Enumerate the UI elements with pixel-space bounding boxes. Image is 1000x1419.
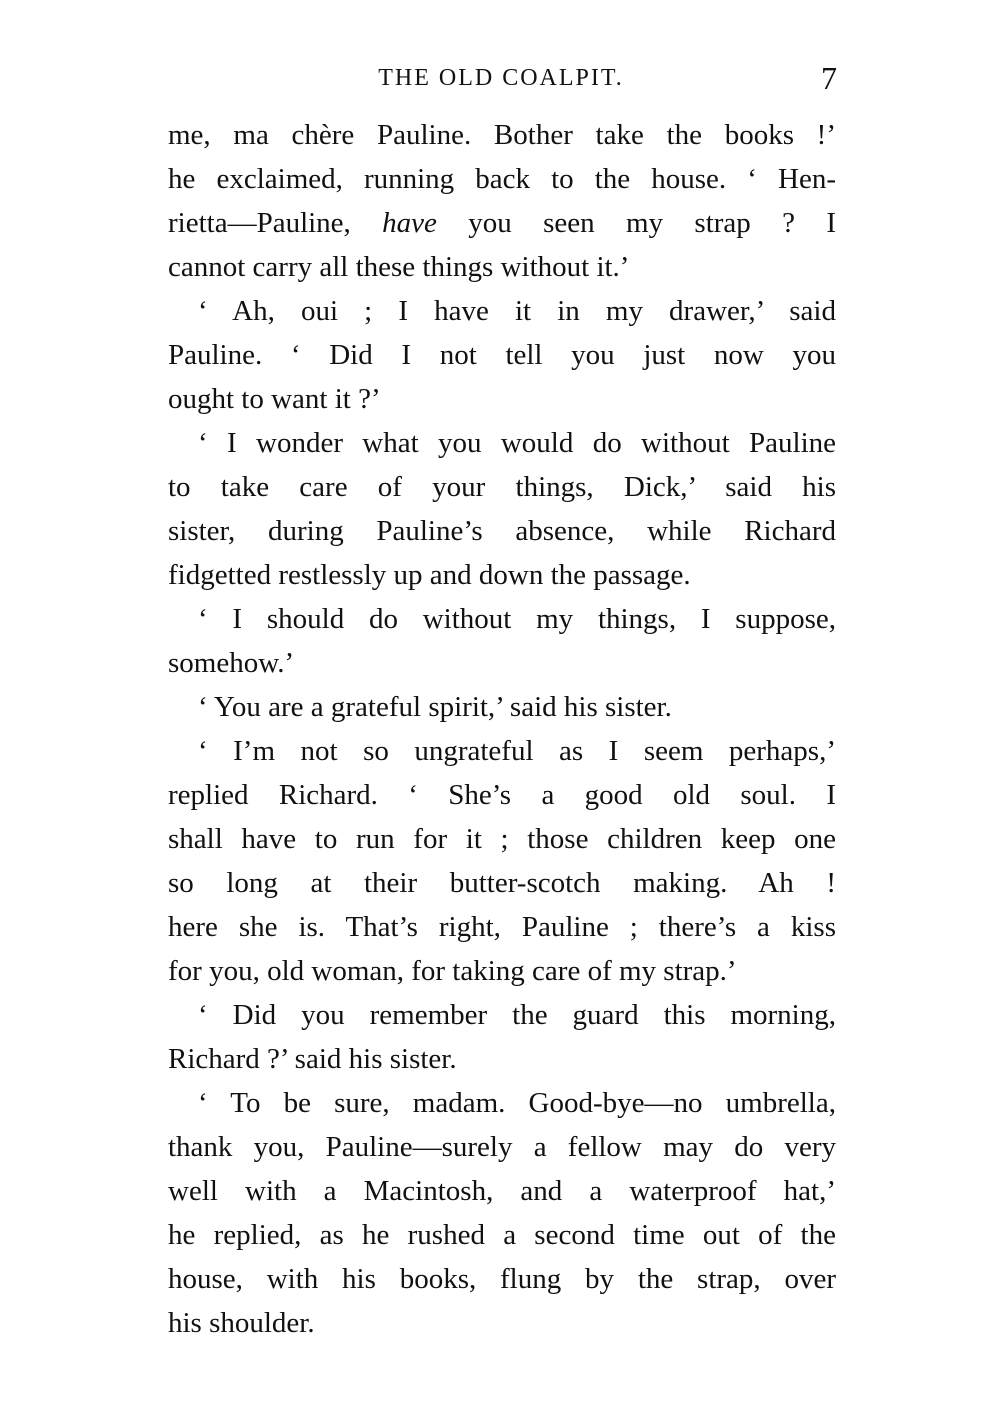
text-line: well with a Macintosh, and a waterproof hat,’ bbox=[168, 1175, 836, 1207]
text-line: to take care of your things, Dick,’ said his bbox=[168, 471, 836, 503]
text-line: ‘ You are a grateful spirit,’ said his sister. bbox=[198, 691, 672, 723]
text-line: his shoulder. bbox=[168, 1307, 315, 1339]
text-line: thank you, Pauline—surely a fellow may do very bbox=[168, 1131, 836, 1163]
text-line: fidgetted restlessly up and down the passage. bbox=[168, 559, 691, 591]
text-line: for you, old woman, for taking care of my strap.’ bbox=[168, 955, 737, 987]
text-line: me, ma chère Pauline. Bother take the books !’ bbox=[168, 119, 836, 151]
text-line: shall have to run for it ; those children keep one bbox=[168, 823, 836, 855]
text-line: so long at their butter-scotch making. Ah ! bbox=[168, 867, 836, 899]
text-segment: you seen my strap ? I bbox=[468, 207, 837, 239]
text-line: Richard ?’ said his sister. bbox=[168, 1043, 457, 1075]
text-line: Pauline. ‘ Did I not tell you just now you bbox=[168, 339, 836, 371]
text-line: ‘ I’m not so ungrateful as I seem perhaps,’ bbox=[198, 735, 836, 767]
text-line: ‘ Did you remember the guard this morning, bbox=[198, 999, 836, 1031]
text-line: ought to want it ?’ bbox=[168, 383, 381, 415]
text-line: house, with his books, flung by the strap, over bbox=[168, 1263, 836, 1295]
text-line: he replied, as he rushed a second time out of the bbox=[168, 1219, 836, 1251]
text-line: cannot carry all these things without it.’ bbox=[168, 251, 630, 283]
page-number: 7 bbox=[821, 60, 837, 96]
text-line: he exclaimed, running back to the house. ‘ Hen- bbox=[168, 163, 836, 195]
text-line: somehow.’ bbox=[168, 647, 295, 679]
text-line: sister, during Pauline’s absence, while Richard bbox=[168, 515, 836, 547]
text-line: here she is. That’s right, Pauline ; there’s a kiss bbox=[168, 911, 836, 943]
text-line: ‘ Ah, oui ; I have it in my drawer,’ said bbox=[198, 295, 836, 327]
text-segment: rietta—Pauline, bbox=[168, 207, 351, 239]
text-line: ‘ I should do without my things, I suppose, bbox=[198, 603, 836, 635]
text-line: replied Richard. ‘ She’s a good old soul. I bbox=[168, 779, 836, 811]
text-line: ‘ I wonder what you would do without Pauline bbox=[198, 427, 836, 459]
running-header bbox=[165, 58, 837, 98]
text-body bbox=[168, 113, 836, 1345]
text-line: ‘ To be sure, madam. Good-bye—no umbrella, bbox=[198, 1087, 836, 1119]
italic-word: have bbox=[382, 207, 437, 239]
text-line bbox=[168, 201, 836, 245]
running-title: THE OLD COALPIT. bbox=[378, 65, 624, 91]
